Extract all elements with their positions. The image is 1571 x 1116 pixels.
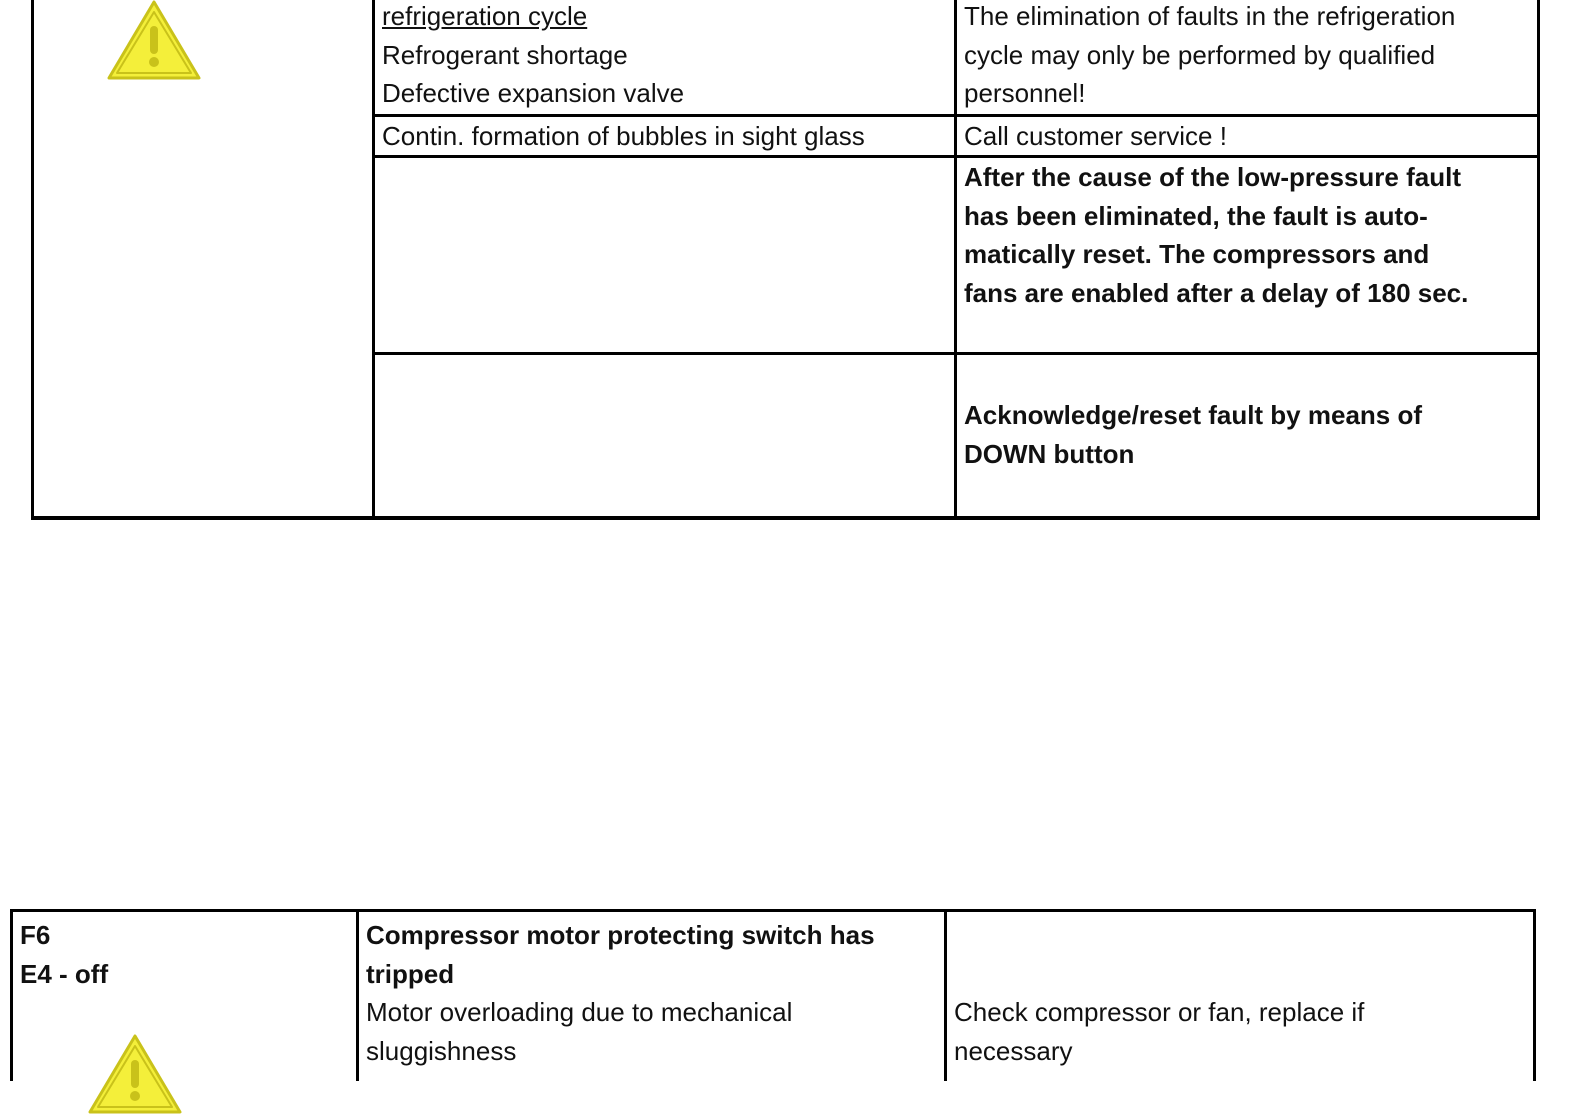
- cause-cell-empty-1: [374, 157, 956, 354]
- remedy-cell-customer-service: Call customer service !: [956, 115, 1539, 157]
- remedy-cell-auto-reset: After the cause of the low-pressure fault has been eliminated, the fault is auto- matically reset. The compressors and fans are enabled after a delay of 180 sec.: [956, 157, 1539, 354]
- remedy-cell-check-compressor: Check compressor or fan, replace if necessary: [946, 911, 1535, 1081]
- warning-triangle-icon: [87, 1034, 183, 1116]
- remedy-cell-qualified-personnel: The elimination of faults in the refrigeration cycle may only be performed by qualified personnel!: [956, 0, 1539, 115]
- cause-cell-motor-switch: Compressor motor protecting switch has tripped Motor overloading due to mechanical sluggishness: [358, 911, 946, 1081]
- fault-code-f6: F6: [20, 920, 51, 950]
- cause-expansion-valve: Defective expansion valve: [382, 78, 685, 108]
- cause-cell-refrigeration: [374, 0, 956, 115]
- cause-heading: refrigeration cycle: [382, 1, 588, 31]
- cause-cell-bubbles: Contin. formation of bubbles in sight glass: [374, 115, 956, 157]
- warning-triangle-icon: [106, 0, 202, 82]
- fault-code-cell: [33, 0, 374, 518]
- fault-table-f6: [10, 909, 1536, 1081]
- fault-code-e4: E4 - off: [20, 958, 109, 989]
- fault-code-cell-f6: [12, 911, 358, 1081]
- remedy-cell-acknowledge: Acknowledge/reset fault by means of DOWN button: [956, 354, 1539, 518]
- cause-refrigerant-shortage: Refrogerant shortage: [382, 39, 628, 70]
- fault-table-low-pressure: [31, 0, 1540, 520]
- cause-cell-empty-2: [374, 354, 956, 518]
